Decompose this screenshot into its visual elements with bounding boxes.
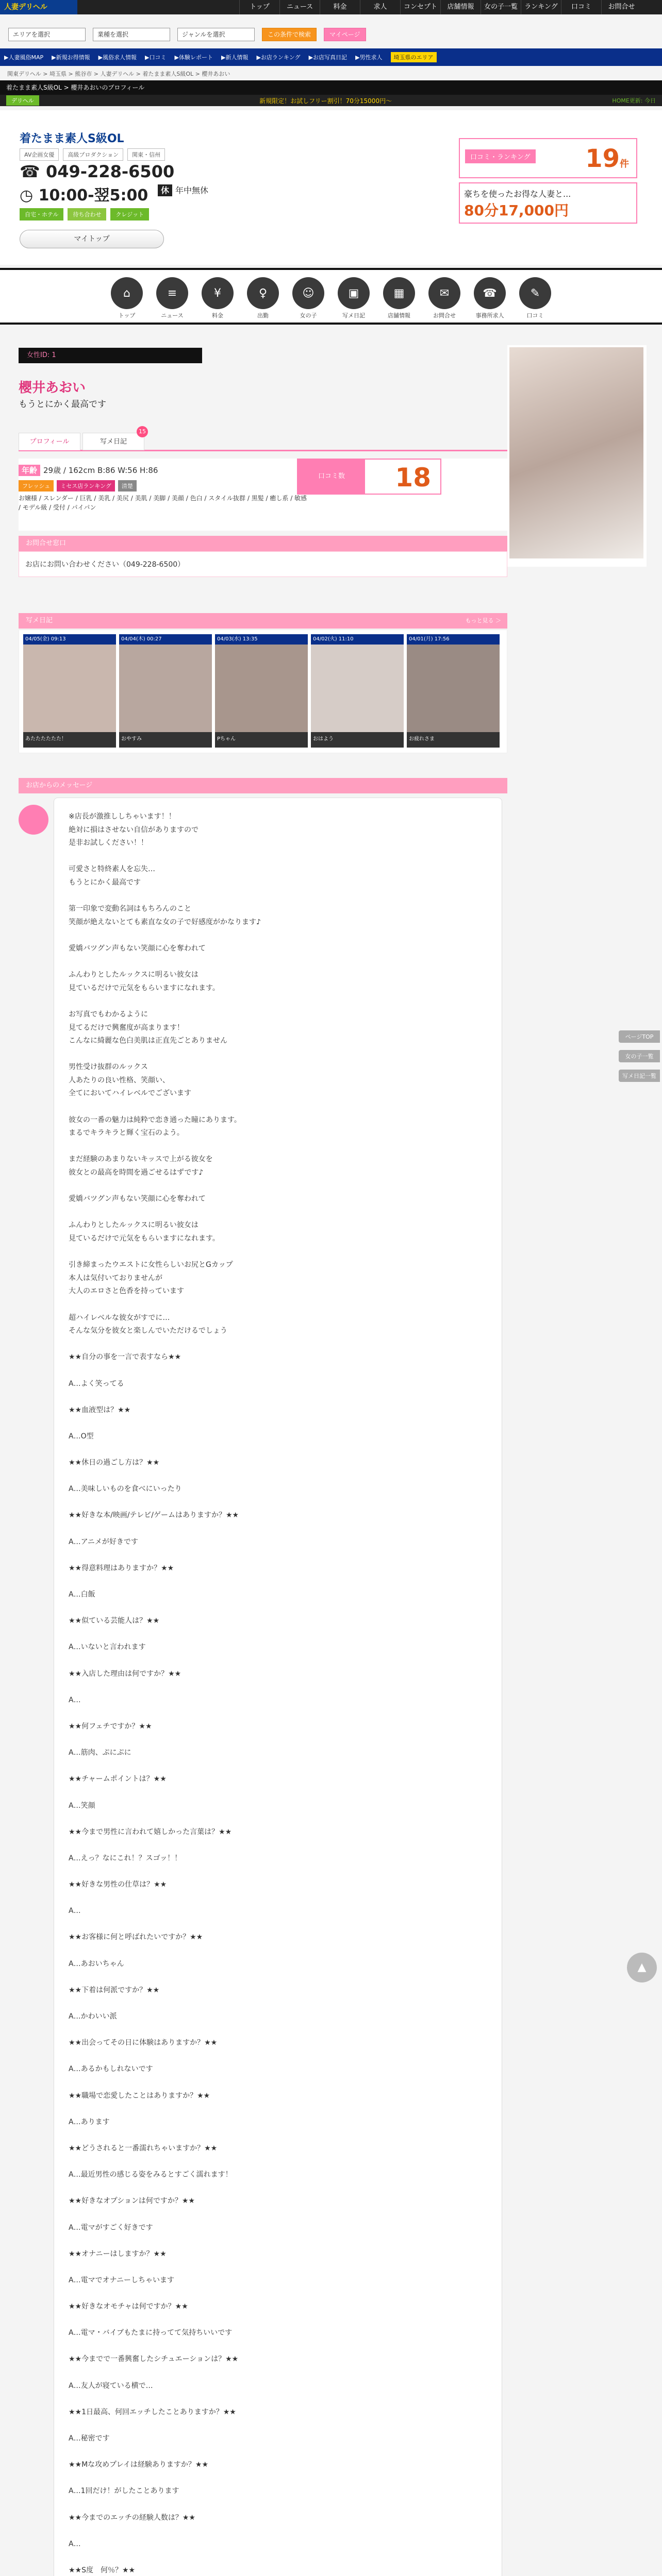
girl-photo-side — [507, 345, 647, 567]
icon-nav-item[interactable] — [426, 277, 462, 323]
topnav-item[interactable]: コンセプト — [400, 0, 440, 14]
girl-review-box[interactable] — [297, 459, 441, 495]
profile-tabs — [19, 428, 507, 451]
area-select[interactable]: エリアを選択 — [8, 28, 86, 41]
top-navigation — [0, 0, 662, 14]
icon-nav-item[interactable] — [290, 277, 326, 323]
genre-select[interactable]: ジャンルを選択 — [177, 28, 255, 41]
topnav-item[interactable]: 口コミ — [561, 0, 601, 14]
profile-badges — [19, 480, 137, 492]
topnav-item[interactable]: ニュース — [279, 0, 320, 14]
service-chip: 自宅・ホテル — [20, 208, 63, 221]
diary-photo — [311, 645, 404, 732]
category-link[interactable]: ▶体験レポート — [174, 54, 213, 61]
category-link[interactable]: ▶風俗求人情報 — [98, 54, 137, 61]
topnav-item[interactable]: 料金 — [320, 0, 360, 14]
hours-text: 10:00-翌5:00 — [38, 187, 148, 205]
girl-id: 1 — [52, 351, 56, 359]
service-chip: 待ち合わせ — [68, 208, 106, 221]
nav-label: お問合せ — [433, 312, 456, 319]
review-ad-box[interactable] — [459, 138, 637, 178]
category-link[interactable]: ▶男性求人 — [355, 54, 383, 61]
girl-review-count: 18 — [395, 463, 431, 493]
diary-card[interactable] — [407, 634, 500, 748]
diary-date: 04/05(金) 09:13 — [23, 634, 116, 645]
mypage-button[interactable]: マイページ — [324, 28, 366, 41]
update-text: HOME更新: 今日 — [612, 97, 656, 104]
review-count: 19件 — [585, 144, 629, 173]
category-link[interactable]: ▶新規お得情報 — [52, 54, 90, 61]
diary-photo — [407, 645, 500, 732]
floating-buttons — [619, 1030, 660, 1089]
shop-tag: AV企画女優 — [20, 148, 59, 161]
message-body: ※店長が激推ししちゃいます！！ 絶対に損はさせない自信がありますので 是非お試しください！！ 可愛さと特終素人を忘失… もうとにかく最高です 第一印象で変動名詞はもちろんのこと 笑顔が絶えないとても素直な女の子で好感度がかなります♪ 愛嬌バツグン声もない笑顔に心を奪われて ふんわりとしたルックスに明るい彼女は 見ているだけで元気をもらいますになれます。 お写真でもわかるように 見てるだけで興奮度が高まります！ こんなに綺麗な色白美肌は正直先ごとありません 男性受け抜群のルックス 人あたりの良い性格、笑顔い、 全てにおいてハイレベルでございます 彼女の一番の魅力は純粋で恋き通った瞳にあります。 まるでキラキラと輝く宝石のよう。 まだ経験のあまりないキッスで上がる彼女を 彼女との最高を時間を過ごせるはずです♪ 愛嬌バツグン声もない笑顔に心を奪われて ふんわりとしたルックスに明るい彼女は 見ているだけで元気をもらいますになれます。 引き締まったウエストに女性らしいお尻とGカップ 本人は気付いておりませんが 大人のエロさと色香を持っています 超ハイレベルな彼女がすでに… そんな気分を彼女と楽しんでいただけるでしょう ★★自分の事を一言で表すなら★★ A…よく笑ってる ★★血液型は？★★ A…O型 ★★休日の過ごし方は？★★ A…美味しいものを食べにいったり ★★好きな本/映画/テレビ/ゲームはありますか？★★ A…アニメが好きです ★★得意料理はありますか？★★ A…白飯 ★★似ている芸能人は？★★ A…いないと言われます ★★入店した理由は何ですか？★★ A… ★★何フェチですか？★★ A…筋肉、ぷにぷに ★★チャームポイントは？★★ A…笑顔 ★★今まで男性に言われて嬉しかった言葉は？★★ A…えっ？なにこれ！？スゴッ！！ ★★好きな男性の仕草は？★★ A… ★★お客様に何と呼ばれたいですか？★★ A…あおいちゃん ★★下着は何派ですか？★★ A…かわいい派 ★★出会ってその日に体験はありますか？★★ A…あるかもしれないです ★★職場で恋愛したことはありますか？★★ A…あります ★★どうされると一番濡れちゃいますか？★★ A…最近男性の感じる姿をみるとすごく濡れます！ ★★好きなオプションは何ですか？★★ A…電マがすごく好きです ★★オナニーはしますか？★★ A…電マでオナニーしちゃいます ★★好きなオモチャは何ですか？★★ A…電マ・バイブもたまに持ってて気持ちいいです ★★今までで一番興奮したシチュエーションは？★★ A…友人が寝ている横で… ★★1日最高、何回エッチしたことありますか？★★ A…秘密です ★★Mな攻めプレイは経験ありますか？★★ A…1回だけ！がしたことあります ★★今までのエッチの経験人数は？★★ A… ★★S度 何％？★★ — [54, 798, 502, 2576]
price-ad-text: 豪ちを使ったお得な人妻と... — [464, 189, 571, 199]
my-top-button[interactable]: マイトップ — [20, 230, 164, 248]
breadcrumb[interactable]: 関東デリヘル > 埼玉県 > 熊谷市 > 人妻デリヘル > 着たまま素人S級OL > 櫻井あおい — [7, 71, 230, 77]
topnav-item[interactable]: お問合せ — [601, 0, 641, 14]
diary-date: 04/04(木) 00:27 — [119, 634, 212, 645]
nav-label: 女の子 — [300, 312, 317, 319]
category-badge: デリヘル — [6, 95, 39, 106]
diary-title: おはよう — [311, 732, 404, 748]
icon-nav-item[interactable] — [517, 277, 553, 323]
nav-label: 料金 — [212, 312, 223, 319]
diary-title: あたたたたたた！ — [23, 732, 116, 748]
nav-icon: ▣ — [338, 277, 370, 309]
girl-id-bar — [19, 348, 202, 363]
diary-card[interactable] — [311, 634, 404, 748]
shop-tags — [20, 148, 165, 161]
nav-icon: ✎ — [519, 277, 551, 309]
nav-icon: ▦ — [383, 277, 415, 309]
profile-badge: 清楚 — [118, 480, 137, 492]
shop-hours: ◷ 10:00-翌5:00 — [20, 187, 148, 205]
girl-name: 櫻井あおい — [19, 380, 86, 396]
shop-tag: 関東・信州 — [127, 148, 165, 161]
nav-icon: ☎ — [474, 277, 506, 309]
service-chip: クレジット — [110, 208, 149, 221]
nav-icon: ≡ — [156, 277, 188, 309]
nav-label: 口コミ — [526, 312, 544, 319]
main-content — [19, 366, 507, 2576]
icon-nav-item[interactable] — [472, 277, 508, 323]
nav-label: 出勤 — [257, 312, 269, 319]
nav-label: 事務所求人 — [475, 312, 504, 319]
price-ad-box[interactable] — [459, 182, 637, 224]
category-link[interactable]: ▶お店ランキング — [256, 54, 301, 61]
shop-holiday — [158, 184, 208, 196]
topnav-item[interactable]: トップ — [239, 0, 279, 14]
contact-text: お店にお問い合わせください（049-228-6500） — [19, 551, 507, 577]
girl-id-label: 女性ID: — [27, 351, 50, 359]
shop-name[interactable]: 着たまま素人S級OL — [20, 132, 124, 145]
diary-photo — [215, 645, 308, 732]
icon-nav-item[interactable] — [381, 277, 417, 323]
topnav-item[interactable]: 女の子一覧 — [481, 0, 521, 14]
floating-button[interactable]: ページTOP — [619, 1030, 660, 1043]
holiday-badge: 休 — [158, 184, 172, 196]
diary-title: Pちゃん — [215, 732, 308, 748]
nav-icon: ⌂ — [111, 277, 143, 309]
tab-profile[interactable]: プロフィール — [19, 433, 80, 450]
search-button[interactable]: この条件で検索 — [262, 28, 317, 41]
category-bar — [0, 48, 662, 66]
age-badge: 年齢 — [19, 465, 40, 476]
review-ad-label: 口コミ・ランキング — [465, 149, 536, 163]
shop-tag: 高級プロダクション — [63, 148, 123, 161]
nav-icon: ✉ — [428, 277, 460, 309]
nav-icon: ♀ — [247, 277, 279, 309]
nav-icon: ☺ — [292, 277, 324, 309]
diary-card[interactable] — [23, 634, 116, 748]
topnav-item[interactable]: 求人 — [360, 0, 400, 14]
icon-nav-item[interactable] — [245, 277, 281, 323]
tab-diary[interactable]: 写メ日記 15 — [82, 433, 144, 450]
promo-text[interactable]: 新規限定！お試しフリー割引！70分15000円〜 — [259, 97, 392, 105]
message-icon — [19, 805, 48, 835]
diary-date: 04/01(月) 17:56 — [407, 634, 500, 645]
floating-button[interactable]: 女の子一覧 — [619, 1050, 660, 1062]
diary-title: おやすみ — [119, 732, 212, 748]
girl-size: 年齢 29歳 / 162cm B:86 W:56 H:86 — [19, 465, 158, 476]
shop-phone[interactable]: ☎ 049-228-6500 — [20, 162, 175, 181]
holiday-text: 年中無休 — [175, 185, 209, 195]
icon-nav-item[interactable] — [200, 277, 236, 323]
diary-photo — [23, 645, 116, 732]
diary-count-badge: 15 — [137, 426, 148, 437]
message-heading: お店からのメッセージ — [19, 778, 507, 793]
profile-badge: ミセス店ランキング — [57, 480, 115, 492]
nav-label: ニュース — [161, 312, 184, 319]
girl-photo[interactable] — [509, 347, 643, 558]
industry-select[interactable]: 業種を選択 — [93, 28, 170, 41]
price-ad-price: 80分17,000円 — [464, 202, 569, 219]
diary-list — [19, 630, 507, 753]
diary-photo — [119, 645, 212, 732]
icon-nav-item[interactable] — [109, 277, 145, 323]
profile-badge: フレッシュ — [19, 480, 54, 492]
service-chips — [20, 208, 149, 221]
page-top-icon[interactable]: ▲ — [627, 1953, 657, 1982]
category-link[interactable]: ▶新人情報 — [221, 54, 249, 61]
diary-card[interactable] — [119, 634, 212, 748]
promo-bar — [0, 95, 662, 106]
diary-more-link[interactable]: もっと見る ＞ — [465, 617, 501, 624]
category-link[interactable]: ▶人妻風俗MAP — [4, 54, 44, 61]
contact-heading: お問合せ窓口 — [19, 536, 507, 551]
topnav-item[interactable]: ランキング — [521, 0, 561, 14]
diary-heading: 写メ日記 もっと見る ＞ — [19, 613, 507, 629]
diary-card[interactable] — [215, 634, 308, 748]
page-title: 着たまま素人S級OL > 櫻井あおいのプロフィール — [0, 80, 662, 95]
profile-tags: お嬢様 / スレンダー / 巨乳 / 美乳 / 美尻 / 美肌 / 美脚 / 美顔 / 色白 / スタイル抜群 / 黒髪 / 癒し系 / 敏感 / モデル級 / 受付 / パイパン — [19, 495, 307, 511]
search-bar — [0, 23, 662, 46]
girl-catchphrase: もうとにかく最高です — [19, 399, 106, 410]
category-link[interactable]: ▶口コミ — [145, 54, 167, 61]
topnav-item[interactable]: 店舗情報 — [440, 0, 481, 14]
site-logo[interactable]: 人妻デリヘル — [0, 0, 77, 14]
phone-number[interactable]: 049-228-6500 — [46, 162, 175, 181]
profile-box — [19, 459, 507, 531]
girl-review-label: 口コミ数 — [298, 460, 365, 494]
nav-label: 店舗情報 — [388, 312, 410, 319]
floating-button[interactable]: 写メ日記一覧 — [619, 1070, 660, 1082]
nav-label: 写メ日記 — [342, 312, 365, 319]
icon-nav-item[interactable] — [154, 277, 190, 323]
icon-nav-item[interactable] — [336, 277, 372, 323]
category-link[interactable]: ▶お店写真日記 — [308, 54, 347, 61]
shop-header — [0, 110, 662, 265]
area-link[interactable]: 埼玉県のエリア — [391, 52, 437, 62]
diary-title: お疲れさま — [407, 732, 500, 748]
nav-icon: ¥ — [202, 277, 234, 309]
diary-date: 04/02(火) 11:10 — [311, 634, 404, 645]
nav-label: トップ — [118, 312, 136, 319]
diary-date: 04/03(水) 13:35 — [215, 634, 308, 645]
icon-navigation — [0, 268, 662, 325]
